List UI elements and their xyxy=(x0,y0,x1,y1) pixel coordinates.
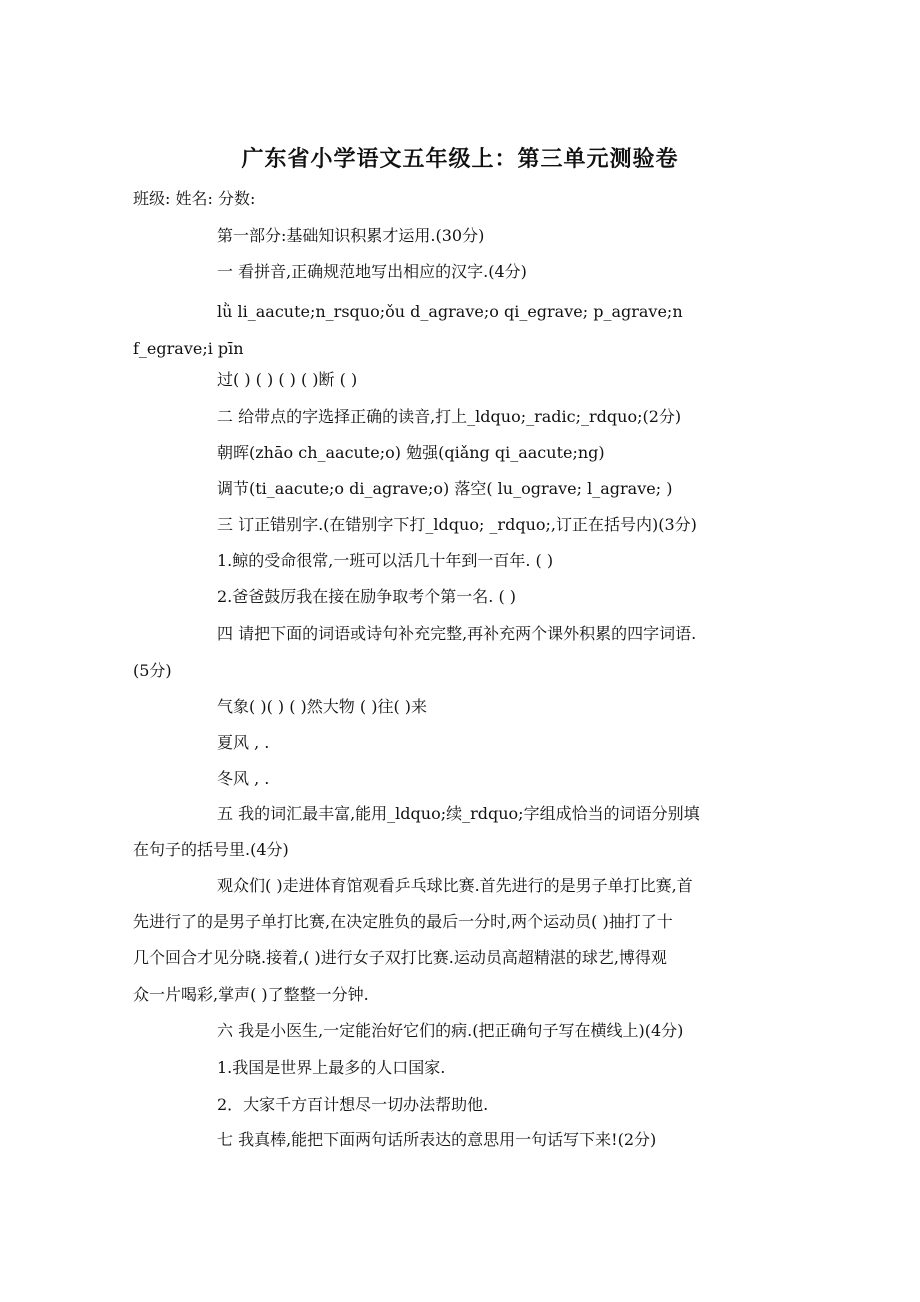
q2-item-1: 朝晖(zhāo ch_aacute;o) 勉强(qiǎng qi_aacute;ng) xyxy=(217,443,605,462)
q4-heading: 四 请把下面的词语或诗句补充完整,再补充两个课外积累的四字词语. xyxy=(217,624,697,643)
q6-item-1: 1.我国是世界上最多的人口国家. xyxy=(217,1058,446,1077)
q4-heading-cont: (5分) xyxy=(133,661,172,680)
q5-heading: 五 我的词汇最丰富,能用_ldquo;续_rdquo;字组成恰当的词语分别填 xyxy=(217,804,700,823)
q3-item-1: 1.鲸的受命很常,一班可以活几十年到一百年. ( ) xyxy=(217,551,554,570)
part-one-heading: 第一部分:基础知识积累才运用.(30分) xyxy=(217,226,485,245)
q1-answer-blanks: 过( ) ( ) ( ) ( )断 ( ) xyxy=(217,370,358,389)
q1-pinyin-line: lǜ li_aacute;n_rsquo;ǒu d_agrave;o qi_egrave; p_agrave;n xyxy=(217,302,683,321)
student-info-line: 班级: 姓名: 分数: xyxy=(133,189,256,208)
q4-item-2: 夏风 , . xyxy=(217,733,270,752)
q3-heading: 三 订正错别字.(在错别字下打_ldquo; _rdquo;,订正在括号内)(3分) xyxy=(217,515,697,534)
q5-passage-line-3: 几个回合才见分晓.接着,( )进行女子双打比赛.运动员高超精湛的球艺,博得观 xyxy=(133,948,667,967)
q6-heading: 六 我是小医生,一定能治好它们的病.(把正确句子写在横线上)(4分) xyxy=(217,1021,684,1040)
q4-item-3: 冬风 , . xyxy=(217,769,270,788)
q1-pinyin-line-cont: f_egrave;i pīn xyxy=(133,339,244,358)
q5-passage-line-2: 先进行了的是男子单打比赛,在决定胜负的最后一分时,两个运动员( )抽打了十 xyxy=(133,912,673,931)
q5-passage-line-1: 观众们( )走进体育馆观看乒乓球比赛.首先进行的是男子单打比赛,首 xyxy=(217,876,693,895)
q3-item-2: 2.爸爸鼓厉我在接在励争取考个第一名. ( ) xyxy=(217,587,517,606)
page-title: 广东省小学语文五年级上：第三单元测验卷 xyxy=(241,146,679,172)
q6-item-2: 2．大家千方百计想尽一切办法帮助他. xyxy=(217,1095,489,1114)
q1-heading: 一 看拼音,正确规范地写出相应的汉字.(4分) xyxy=(217,262,527,281)
q5-heading-cont: 在句子的括号里.(4分) xyxy=(133,840,289,859)
q4-item-1: 气象( )( ) ( )然大物 ( )往( )来 xyxy=(217,697,428,716)
q2-heading: 二 给带点的字选择正确的读音,打上_ldquo;_radic;_rdquo;(2分) xyxy=(217,407,682,426)
q2-item-2: 调节(ti_aacute;o di_agrave;o) 落空( lu_ograve; l_agrave; ) xyxy=(217,479,673,498)
q7-heading: 七 我真棒,能把下面两句话所表达的意思用一句话写下来!(2分) xyxy=(217,1130,657,1149)
q5-passage-line-4: 众一片喝彩,掌声( )了整整一分钟. xyxy=(133,985,369,1004)
